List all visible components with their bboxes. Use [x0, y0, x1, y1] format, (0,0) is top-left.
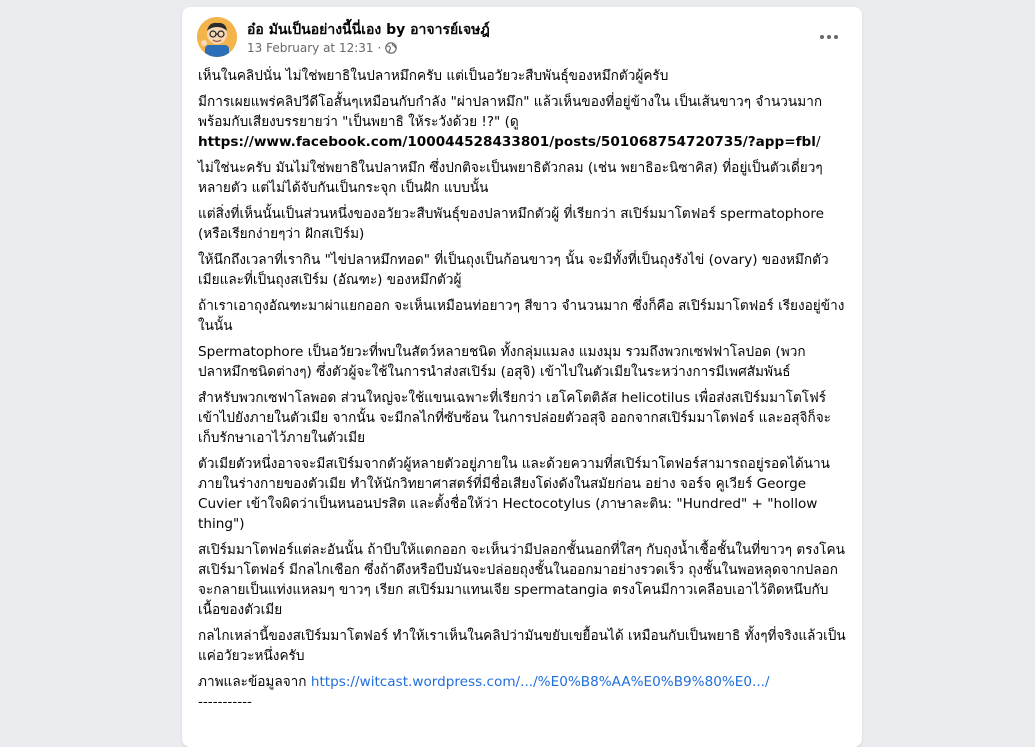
post-paragraph: แต่สิ่งที่เห็นนั้นเป็นส่วนหนึ่งของอวัยวะสืบพันธุ์ของปลาหมึกตัวผู้ ที่เรียกว่า สเปิร์มมาโตฟอร์ spermatophore (หรือเรียกง่ายๆว่า ฝักสเปิร์ม): [198, 206, 825, 242]
post-paragraph: กลไกเหล่านี้ของสเปิร์มมาโตฟอร์ ทำให้เราเห็นในคลิปว่ามันขยับเขยื้อนได้ เหมือนกับเป็นพยาธิ ทั้งๆที่จริงแล้วเป็นแค่อวัยวะหนึ่งครับ: [198, 628, 846, 664]
post-meta: [247, 41, 397, 55]
post-paragraph: Spermatophore เป็นอวัยวะที่พบในสัตว์หลายชนิด ทั้งกลุ่มแมลง แมงมุม รวมถึงพวกเซฟฟาโลปอด (พวกปลาหมึกชนิดต่างๆ) ซึ่งตัวผู้จะใช้ในการนำส่งสเปิร์ม (อสุจิ) เข้าไปในตัวเมียในระหว่างการมีเพศสัมพันธ์: [198, 344, 806, 380]
post-paragraph: ไม่ใช่นะครับ มันไม่ใช่พยาธิในปลาหมึก ซึ่งปกติจะเป็นพยาธิตัวกลม (เช่น พยาธิอะนิซาคิส) ที่อยู่เป็นตัวเดี่ยวๆ หลายตัว แต่ไม่ได้จับกันเป็นกระจุก เป็นฝัก แบบนั้น: [198, 160, 823, 196]
divider-text: -----------: [198, 694, 252, 710]
avatar[interactable]: [197, 17, 237, 57]
meta-separator: ·: [377, 41, 382, 55]
source-label: ภาพและข้อมูลจาก: [198, 674, 311, 690]
post-body: [198, 66, 848, 712]
post-paragraph: ถ้าเราเอาถุงอัณฑะมาผ่าแยกออก จะเห็นเหมือนท่อยาวๆ สีขาว จำนวนมาก ซึ่งก็คือ สเปิร์มมาโตฟอร์ เรียงอยู่ข้างในนั้น: [198, 298, 845, 334]
post-paragraph: เห็นในคลิปนั่น ไม่ใช่พยาธิในปลาหมึกครับ แต่เป็นอวัยวะสืบพันธุ์ของหมึกตัวผู้ครับ: [198, 68, 669, 84]
avatar-cartoon-icon: [197, 17, 237, 57]
more-options-button[interactable]: [815, 23, 843, 51]
paragraph-end: /: [815, 134, 821, 150]
post-paragraph: ตัวเมียตัวหนึ่งอาจจะมีสเปิร์มจากตัวผู้หลายตัวอยู่ภายใน และด้วยความที่สเปิร์มาโตฟอร์สามารถอยู่รอดได้นานภายในร่างกายของตัวเมีย ทำให้นักวิทยาศาสตร์ที่มีชื่อเสียงโด่งดังในสมัยก่อน อย่าง จอร์จ คูเวียร์ George Cuvier เข้าใจผิดว่าเป็นหนอนปรสิต และตั้งชื่อให้ว่า Hectocotylus (ภาษาละติน: "Hundred" + "hollow thing"): [198, 456, 830, 532]
post-header: [197, 17, 847, 61]
globe-icon[interactable]: [385, 42, 397, 54]
post-card: [182, 7, 862, 747]
source-post-link[interactable]: https://www.facebook.com/100044528433801/posts/501068754720735/?app=fbl: [198, 134, 816, 150]
post-author[interactable]: อ๋อ มันเป็นอย่างนี้นี่เอง by อาจารย์เจษฎ์: [247, 22, 490, 38]
source-link[interactable]: https://witcast.wordpress.com/.../%E0%B8%AA%E0%B9%80%E0.../: [310, 674, 770, 690]
post-paragraph: ให้นึกถึงเวลาที่เรากิน "ไข่ปลาหมึกทอด" ที่เป็นถุงเป็นก้อนขาวๆ นั้น จะมีทั้งที่เป็นถุงรังไข่ (ovary) ของหมึกตัวเมียและที่เป็นถุงสเปิร์ม (อัณฑะ) ของหมึกตัวผู้: [198, 252, 829, 288]
more-options-icon: [819, 34, 839, 40]
post-paragraph: [198, 672, 848, 692]
post-date[interactable]: 13 February at 12:31: [247, 41, 374, 55]
post-paragraph: สำหรับพวกเซฟาโลพอด ส่วนใหญ่จะใช้แขนเฉพาะที่เรียกว่า เฮโคโตติลัส helicotilus เพื่อส่งสเปิร์มมาโตโฟร์เข้าไปยังภายในตัวเมีย จากนั้น จะมีกลไกที่ซับซ้อน ในการปล่อยตัวอสุจิ ออกจากสเปิร์มมาโตฟอร์ และอสุจิก็จะเก็บรักษาเอาไว้ภายในตัวเมีย: [198, 390, 831, 446]
post-paragraph: สเปิร์มมาโตฟอร์แต่ละอันนั้น ถ้าบีบให้แตกออก จะเห็นว่ามีปลอกชั้นนอกที่ใสๆ กับถุงน้ำเชื้อชั้นในที่ขาวๆ ตรงโคนสเปิร์มาโตฟอร์ มีกลไกเชือก ซึ่งถ้าดึงหรือบีบมันจะปล่อยถุงชั้นในออกมาอย่างรวดเร็ว ถุงชั้นในพอหลุดจากปลอก จะกลายเป็นแท่งแหลมๆ ขาวๆ เรียก สเปิร์มมาแทนเจีย spermatangia ตรงโคนมีกาวเคลือบเอาไว้ติดหนึบกับเนื้อของตัวเมีย: [198, 542, 845, 618]
post-paragraph: [198, 92, 848, 152]
paragraph-text: มีการเผยแพร่คลิปวีดีโอสั้นๆเหมือนกับกำลัง "ผ่าปลาหมึก" แล้วเห็นของที่อยู่ข้างใน เป็นเส้นขาวๆ จำนวนมาก พร้อมกับเสียงบรรยายว่า "เป็นพยาธิ ให้ระวังด้วย !?" (ดู: [198, 94, 823, 130]
